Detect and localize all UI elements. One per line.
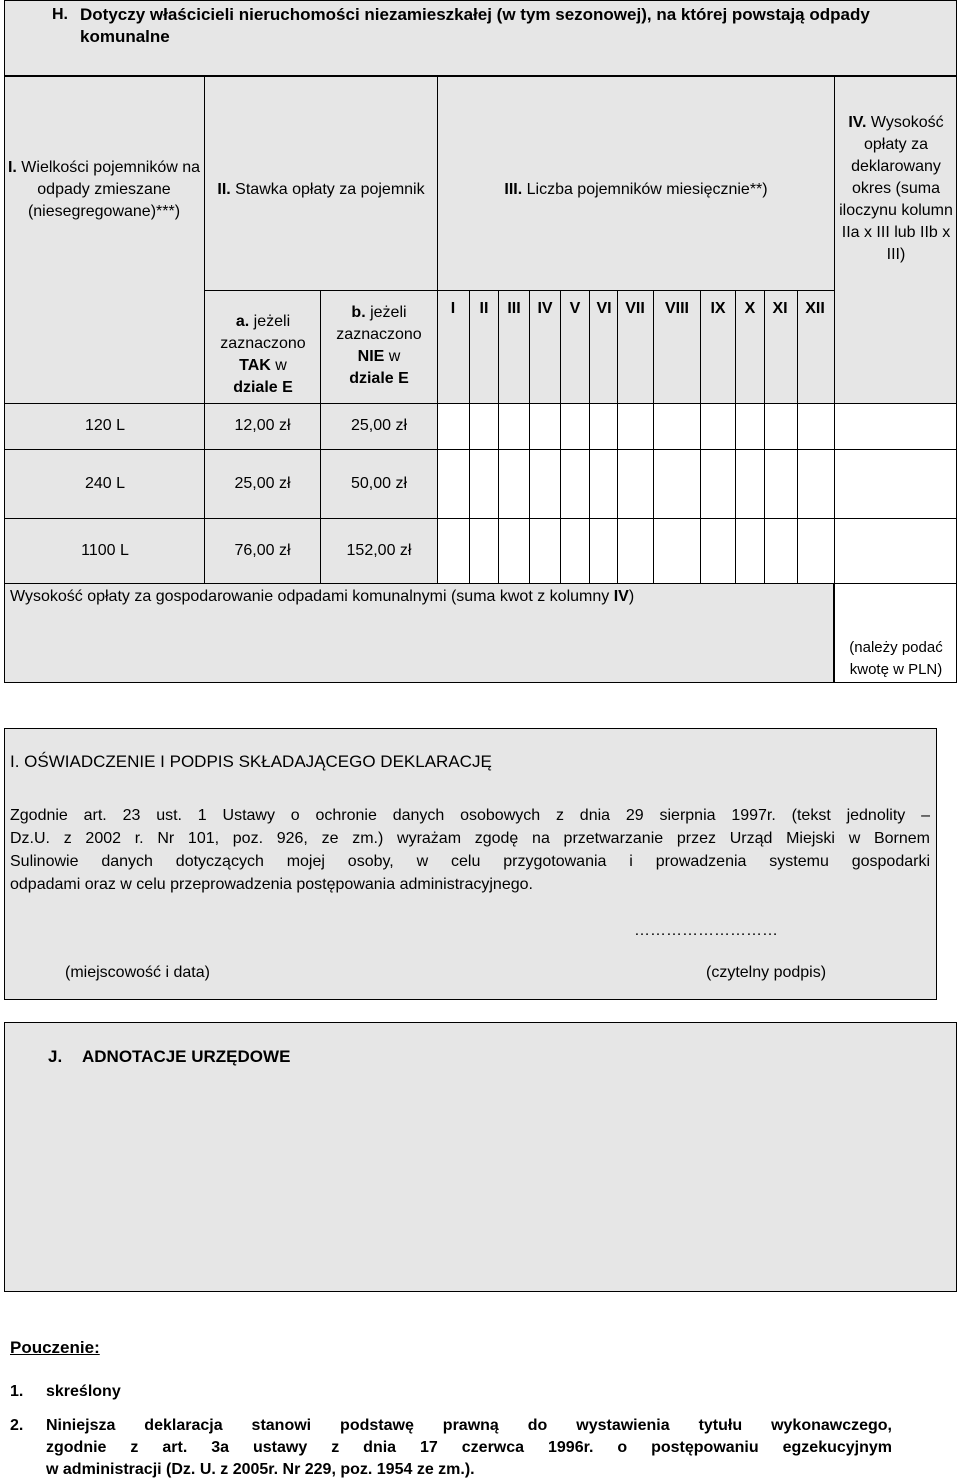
instruction-item: skreślony (46, 1383, 121, 1400)
section-j-title: ADNOTACJE URZĘDOWE (82, 1047, 291, 1066)
instruction-item: w administracji (Dz. U. z 2005r. Nr 229, poz. 1954 ze zm.). (46, 1461, 475, 1478)
month-label: VII (625, 300, 645, 317)
table-header (4, 76, 957, 404)
signature-label: (czytelny podpis) (706, 964, 827, 981)
total-note: (należy podać kwotę w PLN) (849, 639, 943, 678)
col1-header: I. Wielkości pojemników na odpady zmieszane (niesegregowane)***) (7, 159, 201, 220)
section-i-title: I. OŚWIADCZENIE I PODPIS SKŁADAJĄCEGO DEKLARACJĘ (10, 752, 492, 771)
col2-header: II. Stawka opłaty za pojemnik (217, 181, 425, 198)
month-label: VI (596, 300, 612, 317)
month-label: V (569, 300, 581, 317)
instruction-num: 2. (10, 1417, 24, 1434)
instructions-title: Pouczenie: (10, 1338, 100, 1357)
month-label: X (744, 300, 756, 317)
statement-line: Zgodnie art. 23 ust. 1 Ustawy o ochronie danych osobowych z dnia 29 sierpnia 1997r. (tekst jednolity – (10, 807, 930, 824)
place-date-label: (miejscowość i data) (65, 964, 210, 981)
row-size: 240 L (84, 474, 126, 492)
section-j-letter: J. (48, 1047, 63, 1066)
month-label: VIII (664, 300, 689, 317)
row-rate-a: 76,00 zł (234, 541, 291, 559)
month-label: XI (772, 300, 788, 317)
col4-header: IV. Wysokość opłaty za deklarowany okres (suma iloczynu kolumn IIa x III lub IIb x III) (839, 113, 953, 263)
section-h-title: Dotyczy właścicieli nieruchomości niezamieszkałej (w tym sezonowej), na której powstają odpady komunalne (80, 5, 870, 46)
instruction-item: Niniejsza deklaracja stanowi podstawę prawną do wystawienia tytułu wykonawczego, (46, 1417, 892, 1434)
month-label: III (507, 300, 521, 317)
col4-input-area[interactable] (834, 403, 957, 584)
row-size: 1100 L (81, 541, 129, 559)
month-label: II (479, 300, 489, 317)
signature-dots: ……………………… (634, 922, 778, 939)
month-label: IV (537, 300, 553, 317)
section-h-letter: H. (52, 6, 68, 23)
col3-header: III. Liczba pojemników miesięcznie**) (504, 181, 768, 198)
month-label: I (450, 300, 456, 317)
row-rate-b: 25,00 zł (350, 417, 408, 434)
col2a-header: a. jeżeli zaznaczono TAK w dziale E (220, 313, 306, 396)
row-rate-a: 25,00 zł (234, 474, 291, 492)
statement-line: Dz.U. z 2002 r. Nr 101, poz. 926, ze zm.) wyrażam zgodę na przetwarzanie przez Urząd Miejski w Bornem (10, 830, 930, 847)
row-rate-b: 152,00 zł (346, 541, 412, 559)
statement-line: Sulinowie danych dotyczących mojej osoby, w celu przygotowania i prowadzenia systemu gospodarki (10, 853, 930, 870)
total-label: Wysokość opłaty za gospodarowanie odpadami komunalnymi (suma kwot z kolumny IV) (10, 588, 635, 605)
row-rate-a: 12,00 zł (234, 417, 291, 434)
instruction-num: 1. (10, 1383, 24, 1400)
months-input-area[interactable] (437, 403, 835, 584)
statement-line: odpadami oraz w celu przeprowadzenia postępowania administracyjnego. (10, 876, 533, 893)
month-label: IX (710, 300, 726, 317)
month-label: XII (805, 300, 825, 317)
col2b-header: b. jeżeli zaznaczono NIE w dziale E (336, 304, 422, 387)
instruction-item: zgodnie z art. 3a ustawy z dnia 17 czerwca 1996r. o postępowaniu egzekucyjnym (46, 1439, 892, 1456)
row-rate-b: 50,00 zł (350, 474, 408, 492)
row-size: 120 L (84, 417, 126, 434)
